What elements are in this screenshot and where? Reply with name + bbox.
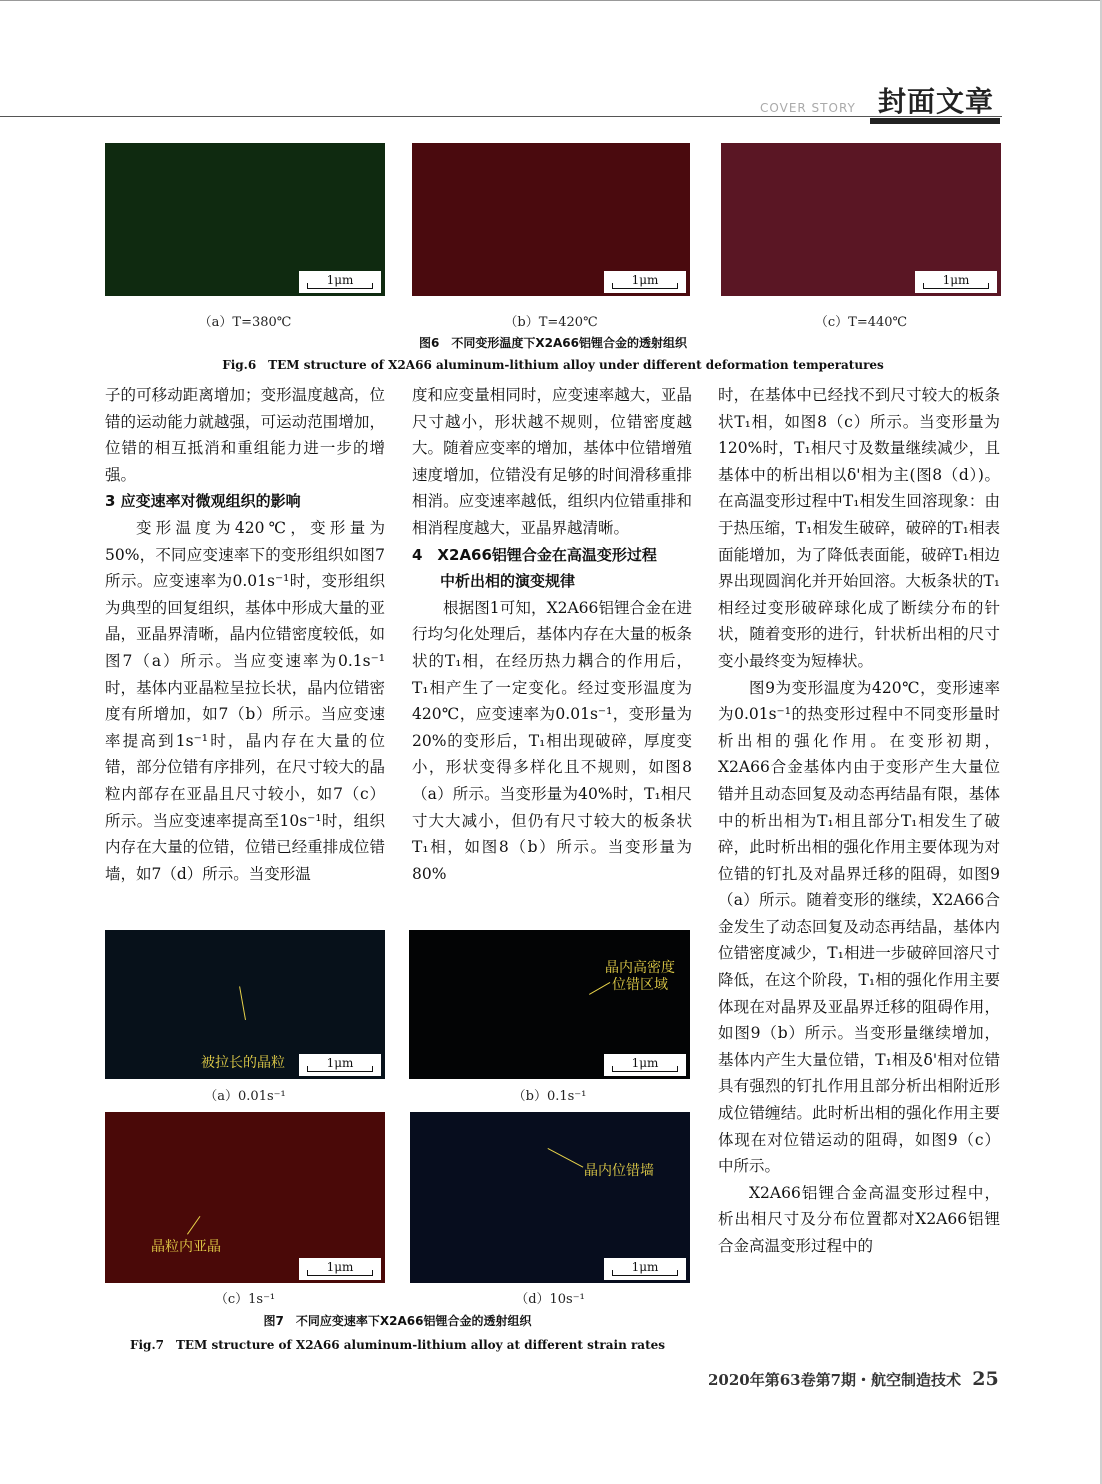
page-footer [708, 1368, 999, 1390]
fig6-subcaption-c: （c）T=440℃ [814, 315, 908, 330]
annotation-label: 晶内高密度 位错区域 [605, 960, 675, 993]
header-rule [0, 116, 1002, 117]
fig7-subcaption-d: （d）10s⁻¹ [515, 1292, 585, 1307]
annotation-label: 晶内位错墙 [584, 1163, 654, 1179]
fig7-caption-en: Fig.7 TEM structure of X2A66 aluminum-lithium alloy at different strain rates [129, 1338, 666, 1352]
fig6-image-a [105, 143, 385, 296]
fig7-caption-cn: 图7 不同应变速率下X2A66铝锂合金的透射组织 [263, 1314, 532, 1328]
section-label-en: COVER STORY [760, 101, 856, 115]
paragraph: 变形温度为420℃，变形量为50%，不同应变速率下的变形组织如图7所示。应变速率为0.01s⁻¹时，变形组织为典型的回复组织，基体中形成大量的亚晶，亚晶界清晰，晶内位错密度较低，如图7（a）所示。当应变速率为0.1s⁻¹时，基体内亚晶粒呈拉长状，晶内位错密度有所增加，如7（b）所示。当应变速率提高到1s⁻¹时，晶内存在大量的位错，部分位错有序排列，在尺寸较大的晶粒内部存在亚晶且尺寸较小，如7（c）所示。当应变速率提高至10s⁻¹时，组织内存在大量的位错，位错已经重排成位错墙，如7（d）所示。当变形温 [105, 518, 385, 883]
scale-bar: 1μm [299, 1054, 381, 1076]
scale-bar: 1μm [604, 1258, 686, 1280]
text-column-2 [412, 382, 692, 887]
fig7-image-d [410, 1112, 690, 1283]
annotation-label: 被拉长的晶粒 [201, 1055, 285, 1071]
fig6-image-b [412, 143, 690, 296]
paragraph: 时，在基体中已经找不到尺寸较大的板条状T₁相，如图8（c）所示。当变形量为120%时，T₁相尺寸及数量继续减少，且基体中的析出相以δ'相为主(图8（d）)。在高温变形过程中T₁相发生回溶现象：由于热压缩，T₁相发生破碎，破碎的T₁相表面能增加，为了降低表面能，破碎T₁相边界出现圆润化并开始回溶。大板条状的T₁相经过变形破碎球化成了断续分布的针状，随着变形的进行，针状析出相的尺寸变小最终变为短棒状。 [718, 386, 1000, 670]
fig7-image-b [409, 930, 690, 1079]
annotation-label: 晶粒内亚晶 [151, 1239, 221, 1255]
fig6-image-c [721, 143, 1001, 296]
section-underline [870, 118, 1000, 124]
fig7-image-c [105, 1112, 385, 1283]
fig6-caption-en: Fig.6 TEM structure of X2A66 aluminum-lithium alloy under different deformation temperatures [222, 358, 884, 372]
scale-bar: 1μm [299, 1258, 381, 1280]
section-heading-4: 4 X2A66铝锂合金在高温变形过程 中析出相的演变规律 [412, 545, 657, 591]
scale-bar: 1μm [915, 271, 997, 293]
paragraph: X2A66铝锂合金高温变形过程中，析出相尺寸及分布位置都对X2A66铝锂合金高温变形过程中的 [718, 1183, 1000, 1255]
fig6-caption-cn: 图6 不同变形温度下X2A66铝锂合金的透射组织 [419, 336, 687, 350]
scale-bar: 1μm [604, 271, 686, 293]
fig7-subcaption-a: （a）0.01s⁻¹ [204, 1089, 286, 1104]
paragraph: 根据图1可知，X2A66铝锂合金在进行均匀化处理后，基体内存在大量的板条状的T₁相，在经历热力耦合的作用后，T₁相产生了一定变化。经过变形温度为420℃，应变速率为0.01s⁻¹，变形量为20%的变形后，T₁相出现破碎，厚度变小，形状变得多样化且不规则，如图8（a）所示。当变形量为40%时，T₁相尺寸大大减小，但仍有尺寸较大的板条状T₁相，如图8（b）所示。当变形量为80% [412, 598, 692, 883]
section-label-cn: 封面文章 [878, 85, 995, 118]
fig7-subcaption-c: （c）1s⁻¹ [214, 1292, 276, 1307]
text-column-1 [105, 382, 385, 887]
paragraph: 子的可移动距离增加；变形温度越高，位错的运动能力就越强，可运动范围增加，位错的相互抵消和重组能力进一步的增强。 [105, 386, 385, 484]
issue-info: 2020年第63卷第7期・航空制造技术 [708, 1371, 962, 1389]
text-column-3 [718, 382, 1000, 1260]
fig7-subcaption-b: （b）0.1s⁻¹ [512, 1089, 587, 1104]
paragraph: 度和应变量相同时，应变速率越大，亚晶尺寸越小，形状越不规则，位错密度越大。随着应变率的增加，基体中位错增殖速度增加，位错没有足够的时间滑移重排相消。应变速率越低，组织内位错重排和相消程度越大，亚晶界越清晰。 [412, 386, 692, 537]
fig6-subcaption-b: （b）T=420℃ [504, 315, 598, 330]
top-border [0, 0, 1102, 1]
fig6-subcaption-a: （a）T=380℃ [198, 315, 292, 330]
scale-bar: 1μm [299, 271, 381, 293]
section-heading-3: 3 应变速率对微观组织的影响 [105, 492, 301, 511]
scale-bar: 1μm [604, 1054, 686, 1076]
paragraph: 图9为变形温度为420℃，变形速率为0.01s⁻¹的热变形过程中不同变形量时析出相的强化作用。在变形初期，X2A66合金基体内由于变形产生大量位错并且动态回复及动态再结晶有限，基体中的析出相为T₁相且部分T₁相发生了破碎，此时析出相的强化作用主要体现为对位错的钉扎及对晶界迁移的阻碍，如图9（a）所示。随着变形的继续，X2A66合金发生了动态回复及动态再结晶，基体内位错密度减少，T₁相进一步破碎回溶尺寸降低，在这个阶段，T₁相的强化作用主要体现在对晶界及亚晶界迁移的阻碍作用，如图9（b）所示。当变形量继续增加，基体内产生大量位错，T₁相及δ'相对位错具有强烈的钉扎作用且部分析出相附近形成位错缠结。此时析出相的强化作用主要体现在对位错运动的阻碍，如图9（c）中所示。 [718, 678, 1000, 1176]
page-number: 25 [972, 1368, 999, 1390]
fig7-image-a [105, 930, 385, 1079]
